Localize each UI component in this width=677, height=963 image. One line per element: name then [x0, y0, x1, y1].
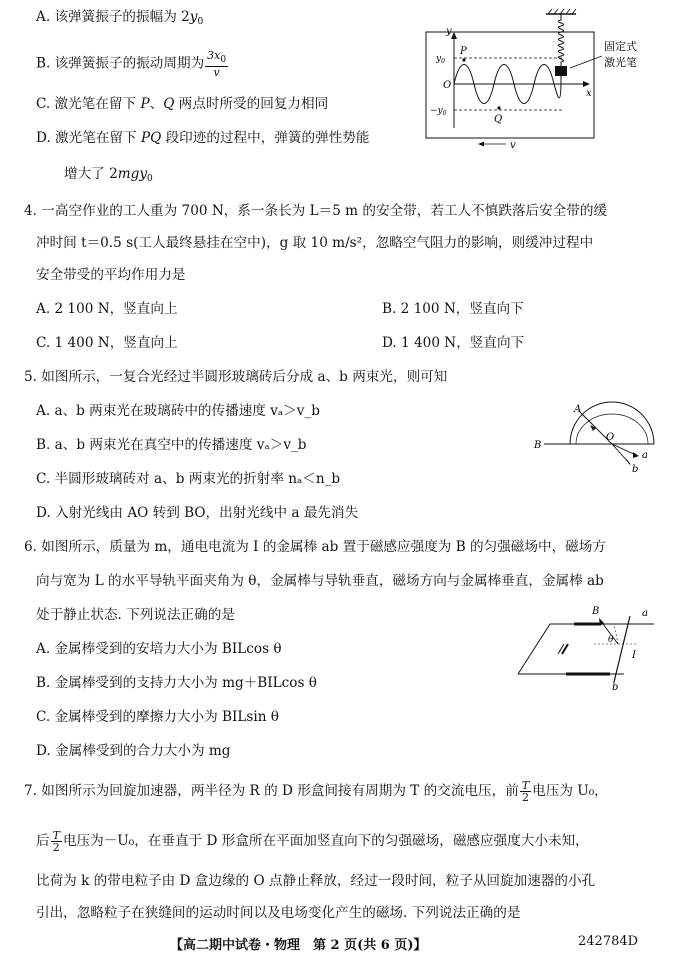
half-period-fraction-1: $\frac{T}{2}$: [521, 779, 530, 804]
origin-label: O: [443, 80, 452, 91]
axis-x-label: x: [586, 88, 592, 99]
q4-option-b: B. 2 100 N，竖直向下: [382, 301, 524, 317]
point-o-label: O: [606, 432, 615, 443]
ray-a-label: a: [642, 450, 648, 461]
page-footer-title: 【高二期中试卷・物理 第 2 页(共 6 页)】: [170, 938, 427, 953]
q5-option-b: B. a、b 两束光在真空中的传播速度 vₐ＞v_b: [36, 437, 307, 453]
q4-option-d: D. 1 400 N，竖直向下: [382, 335, 525, 351]
point-b-label: B: [534, 440, 542, 451]
period-fraction: $\frac{3x_0}{v}$: [207, 49, 227, 79]
q4-stem-line1: 4. 一高空作业的工人重为 700 N，系一条长为 L＝5 m 的安全带，若工人不慎跌落后安全带的缓: [24, 203, 608, 219]
laser-label-2: 激光笔: [604, 56, 637, 69]
point-p-label: P: [460, 46, 467, 57]
q6-stem-line3: 处于静止状态. 下列说法正确的是: [36, 607, 235, 623]
current-i-label: I: [632, 650, 636, 661]
q5-option-d: D. 入射光线由 AO 转到 BO，出射光线中 a 最先消失: [36, 505, 359, 521]
q3-option-b: B. 该弹簧振子的振动周期为 $\frac{3x_0}{v}$: [36, 49, 227, 79]
half-period-fraction-2: $\frac{T}{2}$: [52, 829, 60, 854]
q6-stem-line2: 向与宽为 L 的水平导轨平面夹角为 θ，金属棒与导轨垂直，磁场方向与金属棒垂直，金属棒 ab: [36, 573, 604, 589]
q6-option-a: A. 金属棒受到的安培力大小为 BILcos θ: [36, 641, 282, 657]
q4-option-c: C. 1 400 N，竖直向上: [36, 335, 178, 351]
q3-option-c: C. 激光笔在留下 P、Q 两点时所受的回复力相同: [36, 96, 329, 112]
q3-spring-figure: [424, 6, 660, 150]
q6-rail-figure: [514, 600, 660, 692]
paper-code: 242784D: [578, 934, 639, 949]
field-b-label: B: [592, 606, 600, 617]
q6-option-b: B. 金属棒受到的支持力大小为 mg＋BILcos θ: [36, 675, 317, 691]
rod-end-b: b: [612, 682, 619, 692]
q6-option-c: C. 金属棒受到的摩擦力大小为 BILsin θ: [36, 709, 279, 725]
rod-end-a: a: [642, 608, 648, 619]
q5-stem: 5. 如图所示，一复合光经过半圆形玻璃砖后分成 a、b 两束光，则可知: [24, 369, 448, 385]
q4-option-a: A. 2 100 N，竖直向上: [36, 301, 178, 317]
q5-option-c: C. 半圆形玻璃砖对 a、b 两束光的折射率 nₐ＜n_b: [36, 471, 341, 487]
q6-stem-line1: 6. 如图所示，质量为 m，通电电流为 I 的金属棒 ab 置于磁感应强度为 B 的匀强磁场中，磁场方: [24, 539, 606, 555]
q5-option-a: A. a、b 两束光在玻璃砖中的传播速度 vₐ＞v_b: [36, 403, 320, 419]
axis-y-label: y: [446, 26, 452, 37]
q3-option-d: D. 激光笔在留下 PQ 段印迹的过程中，弹簧的弹性势能: [36, 130, 370, 146]
q4-stem-line3: 安全带受的平均作用力是: [36, 267, 186, 283]
neg-y0-label: $-y_0$: [430, 106, 447, 117]
q7-stem-line1: 7. 如图所示为回旋加速器，两半径为 R 的 D 形盒间接有周期为 T 的交流电压，前 $\frac{T}{2}$ 电压为 U₀，: [24, 779, 608, 804]
q3-option-a: A. 该弹簧振子的振幅为 $2y_0$: [36, 9, 204, 27]
q5-glass-figure: [530, 398, 656, 474]
velocity-label: v: [510, 140, 516, 150]
q7-stem-line4: 引出，忽略粒子在狭缝间的运动时间以及电场变化产生的磁场. 下列说法正确的是: [36, 905, 521, 921]
q7-stem-line3: 比荷为 k 的带电粒子由 D 盒边缘的 O 点静止释放，经过一段时间，粒子从回旋加速器的小孔: [36, 873, 596, 889]
angle-theta: θ: [608, 635, 614, 645]
ray-b-label: b: [632, 464, 639, 474]
point-q-label: Q: [494, 114, 503, 125]
laser-label-1: 固定式: [604, 40, 637, 53]
q6-option-d: D. 金属棒受到的合力大小为 mg: [36, 743, 231, 759]
q7-stem-line2: 后 $\frac{T}{2}$ 电压为－U₀，在垂直于 D 形盒所在平面加竖直向下的匀强磁场，磁感应强度大小未知，: [36, 829, 589, 854]
q3-option-d-cont: 增大了 2mgy$_0$: [64, 166, 153, 184]
y0-label: $y_0$: [436, 54, 445, 65]
point-a-upper: A: [574, 404, 582, 415]
q4-stem-line2: 冲时间 t＝0.5 s(工人最终悬挂在空中)，g 取 10 m/s²，忽略空气阻力的影响，则缓冲过程中: [36, 235, 594, 251]
